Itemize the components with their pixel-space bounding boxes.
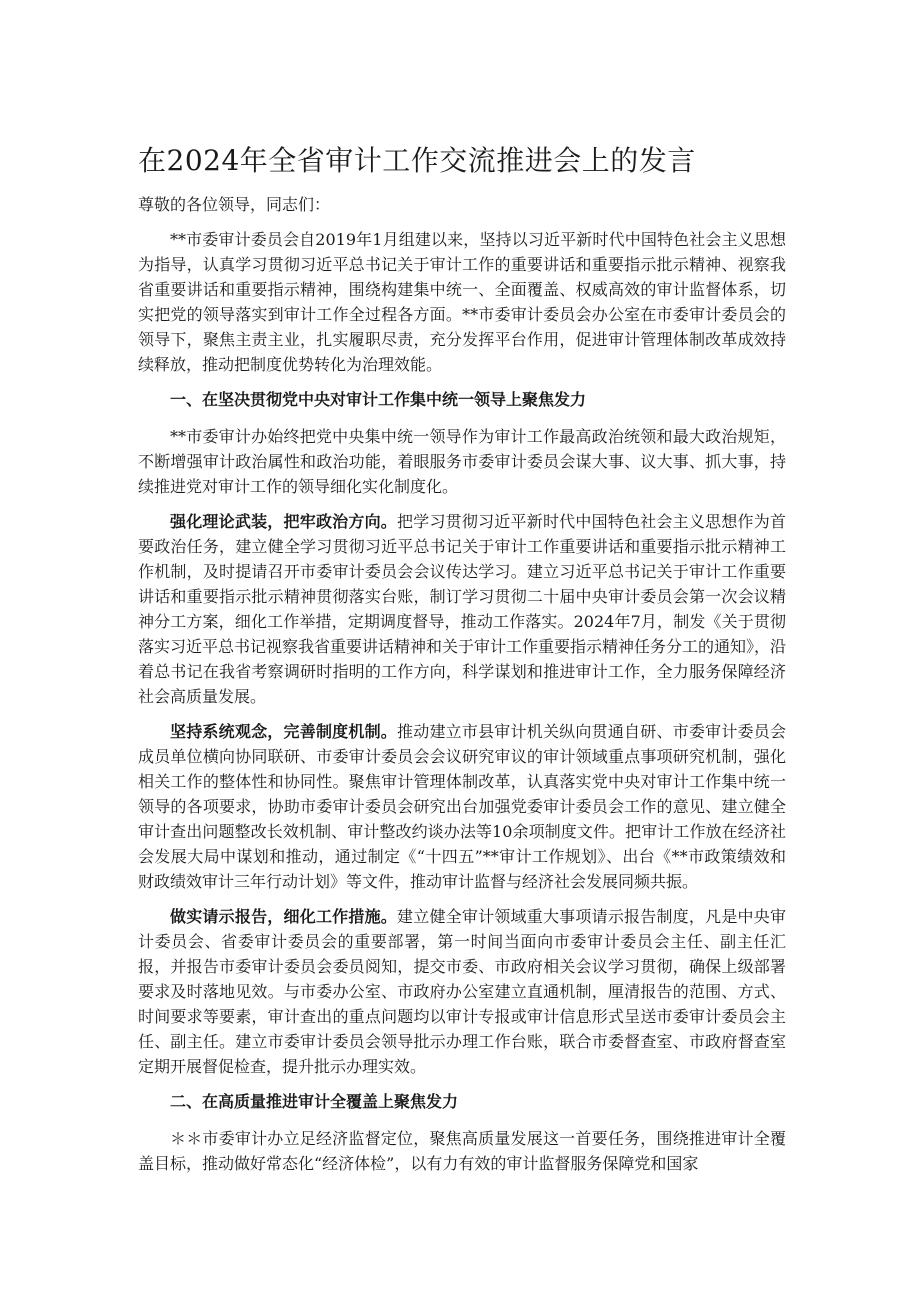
paragraph-lead: 做实请示报告，细化工作措施。 [170, 907, 398, 926]
paragraph-lead: 坚持系统观念，完善制度机制。 [170, 722, 398, 741]
section-1-intro: **市委审计办始终把党中央集中统一领导作为审计工作最高政治统领和最大政治规矩，不断增强审计政治属性和政治功能，着眼服务市委审计委员会谋大事、议大事、抓大事，持续推进党对审计工作的领导细化实化制度化。 [138, 427, 786, 496]
salutation: 尊敬的各位领导，同志们： [138, 195, 331, 214]
paragraph-body: 建立健全审计领域重大事项请示报告制度，凡是中央审计委员会、省委审计委员会的重要部署，第一时间当面向市委审计委员会主任、副主任汇报，并报告市委审计委员会委员阅知，提交市委、市政府相关会议学习贯彻，确保上级部署要求及时落地见效。与市委办公室、市政府办公室建立直通机制，厘清报告的范围、方式、时间要求等要素，审计查出的重点问题均以审计专报或审计信息形式呈送市委审计委员会主任、副主任。建立市委审计委员会领导批示办理工作台账，联合市委督查室、市政府督查室定期开展督促检查，提升批示办理实效。 [138, 907, 786, 1076]
paragraph-body: 把学习贯彻习近平新时代中国特色社会主义思想作为首要政治任务，建立健全学习贯彻习近平总书记关于审计工作重要讲话和重要指示批示精神工作机制，及时提请召开市委审计委员会会议传达学习。建立习近平总书记关于审计工作重要讲话和重要指示批示精神贯彻落实台账，制订学习贯彻二十届中央审计委员会第一次会议精神分工方案，细化工作举措，定期调度督导，推动工作落实。2024年7月，制发《关于贯彻落实习近平总书记视察我省重要讲话精神和关于审计工作重要指示精神任务分工的通知》，沿着总书记在我省考察调研时指明的工作方向，科学谋划和推进审计工作，全力服务保障经济社会高质量发展。 [138, 512, 787, 706]
section-1-heading: 一、在坚决贯彻党中央对审计工作集中统一领导上聚焦发力 [170, 390, 587, 409]
section-1-paragraph-3 [138, 904, 786, 1079]
section-2-heading: 二、在高质量推进审计全覆盖上聚焦发力 [170, 1092, 459, 1111]
section-2-intro: ＊＊市委审计办立足经济监督定位，聚焦高质量发展这一首要任务，围绕推进审计全覆盖目标，推动做好常态化“经济体检”，以有力有效的审计监督服务保障党和国家 [138, 1129, 786, 1173]
section-1-paragraph-1 [138, 509, 786, 709]
intro-paragraph: **市委审计委员会自2019年1月组建以来，坚持以习近平新时代中国特色社会主义思想为指导，认真学习贯彻习近平总书记关于审计工作的重要讲话和重要指示批示精神、视察我省重要讲话和重要指示精神，围绕构建集中统一、全面覆盖、权威高效的审计监督体系，切实把党的领导落实到审计工作全过程各方面。**市委审计委员会办公室在市委审计委员会的领导下，聚焦主责主业，扎实履职尽责，充分发挥平台作用，促进审计管理体制改革成效持续释放，推动把制度优势转化为治理效能。 [138, 230, 786, 374]
section-1-paragraph-2 [138, 719, 786, 894]
paragraph-body: 推动建立市县审计机关纵向贯通自研、市委审计委员会成员单位横向协同联研、市委审计委员会会议研究审议的审计领域重点事项研究机制，强化相关工作的整体性和协同性。聚焦审计管理体制改革，认真落实党中央对审计工作集中统一领导的各项要求，协助市委审计委员会研究出台加强党委审计委员会工作的意见、建立健全审计查出问题整改长效机制、审计整改约谈办法等10余项制度文件。把审计工作放在经济社会发展大局中谋划和推动，通过制定《“十四五”**审计工作规划》、出台《**市政策绩效和财政绩效审计三年行动计划》等文件，推动审计监督与经济社会发展同频共振。 [138, 722, 786, 891]
document-page [138, 140, 786, 1186]
document-title: 在2024年全省审计工作交流推进会上的发言 [138, 144, 696, 177]
paragraph-lead: 强化理论武装，把牢政治方向。 [170, 512, 398, 531]
